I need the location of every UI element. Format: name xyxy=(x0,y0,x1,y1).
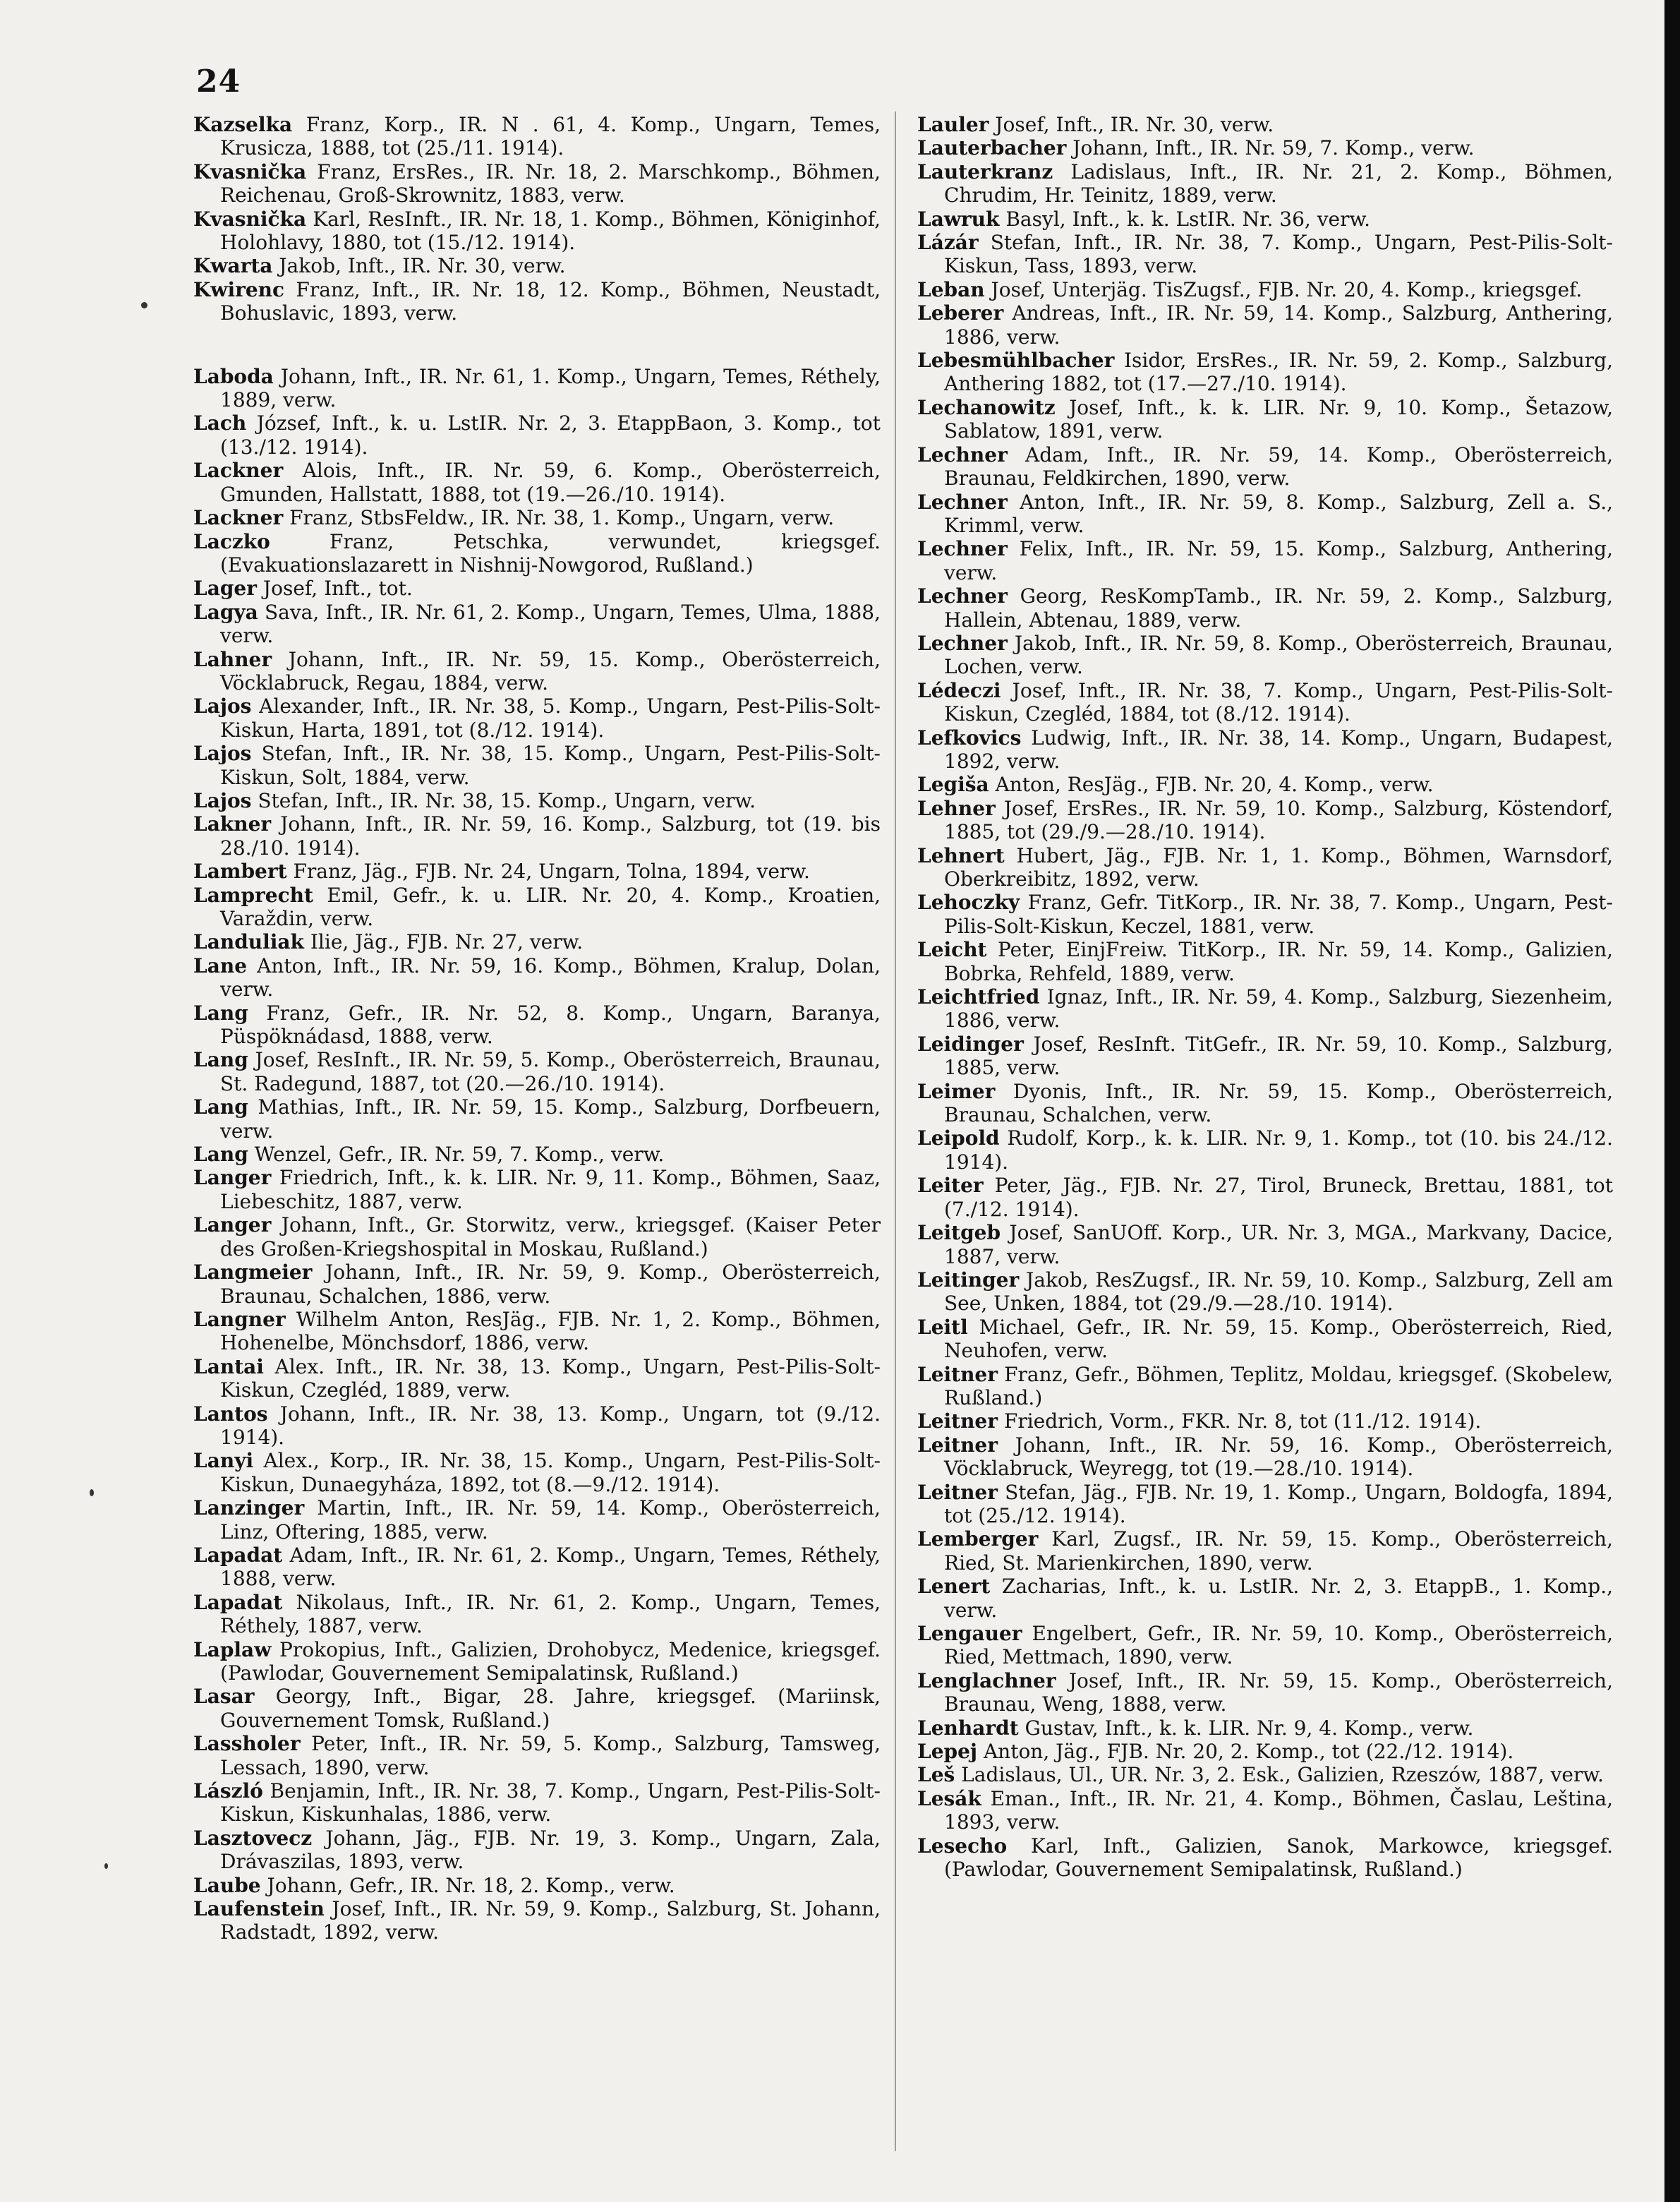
entry-details: József, Inft., k. u. LstIR. Nr. 2, 3. EtappBaon, 3. Komp., tot (13./12. 1914). xyxy=(220,411,881,459)
register-entry xyxy=(193,1001,881,1049)
entry-details: Friedrich, Inft., k. k. LIR. Nr. 9, 11. Komp., Böhmen, Saaz, Liebeschitz, 1887, verw. xyxy=(220,1166,881,1213)
entry-surname: Lédeczi xyxy=(917,678,1001,702)
entry-surname: Lesecho xyxy=(917,1834,1008,1858)
entry-surname: Leberer xyxy=(917,301,1004,325)
register-entry xyxy=(917,1716,1613,1740)
entry-surname: Lahner xyxy=(193,647,272,671)
register-entry xyxy=(917,443,1613,491)
register-entry xyxy=(193,1449,881,1496)
entry-surname: Lambert xyxy=(193,860,287,884)
entry-details: Stefan, Jäg., FJB. Nr. 19, 1. Komp., Ungarn, Boldogfa, 1894, tot (25./12. 1914). xyxy=(944,1480,1613,1527)
entry-surname: Leidinger xyxy=(917,1032,1024,1056)
register-entry xyxy=(917,985,1613,1033)
entry-surname: Lang xyxy=(193,1095,248,1119)
right-column xyxy=(917,113,1613,1881)
entry-details: Georg, ResKompTamb., IR. Nr. 59, 2. Komp., Salzburg, Hallein, Abtenau, 1889, verw. xyxy=(944,584,1613,632)
register-entry xyxy=(193,160,881,207)
entry-details: Peter, EinjFreiw. TitKorp., IR. Nr. 59, 14. Komp., Galizien, Bobrka, Rehfeld, 1889, verw. xyxy=(944,938,1613,985)
entry-details: Rudolf, Korp., k. k. LIR. Nr. 9, 1. Komp., tot (10. bis 24./12. 1914). xyxy=(944,1126,1614,1174)
register-entry xyxy=(193,1166,881,1213)
entry-details: Dyonis, Inft., IR. Nr. 59, 15. Komp., Oberösterreich, Braunau, Schalchen, verw. xyxy=(944,1079,1613,1127)
register-entry xyxy=(193,1261,881,1308)
register-entry xyxy=(917,1575,1613,1622)
register-entry xyxy=(193,530,881,577)
register-entry xyxy=(917,1221,1613,1268)
entry-details: Josef, Inft., IR. Nr. 59, 15. Komp., Oberösterreich, Braunau, Weng, 1888, verw. xyxy=(944,1668,1613,1716)
entry-details: Franz, Inft., IR. Nr. 18, 12. Komp., Böhmen, Neustadt, Bohuslavic, 1893, verw. xyxy=(220,277,881,325)
entry-surname: Laboda xyxy=(193,364,274,388)
entry-details: Franz, Petschka, verwundet, kriegsgef. (Evakuationslazarett in Nishnij-Nowgorod, Rußland.) xyxy=(220,529,881,577)
entry-surname: Lang xyxy=(193,1048,248,1072)
register-entry xyxy=(193,1095,881,1143)
entry-details: Jakob, ResZugsf., IR. Nr. 59, 10. Komp., Salzburg, Zell am See, Unken, 1884, tot (29./9.—28./10. 1914). xyxy=(944,1268,1613,1316)
entry-surname: Landuliak xyxy=(193,930,304,954)
entry-details: Franz, Gefr., IR. Nr. 52, 8. Komp., Ungarn, Baranya, Püspöknádasd, 1888, verw. xyxy=(220,1001,881,1049)
entry-surname: Lebesmühlbacher xyxy=(917,349,1115,373)
entry-details: Alex. Inft., IR. Nr. 38, 13. Komp., Ungarn, Pest-Pilis-Solt-Kiskun, Czegléd, 1889, verw. xyxy=(220,1354,881,1402)
entry-details: Sava, Inft., IR. Nr. 61, 2. Komp., Ungarn, Temes, Ulma, 1888, verw. xyxy=(220,600,881,648)
entry-surname: Leimer xyxy=(917,1079,996,1103)
register-entry xyxy=(193,1213,881,1261)
entry-details: Ilie, Jäg., FJB. Nr. 27, verw. xyxy=(310,930,584,954)
entry-details: Karl, Inft., Galizien, Sanok, Markowce, kriegsgef. (Pawlodar, Gouvernement Semipalatinsk, Rußland.) xyxy=(944,1834,1613,1882)
entry-details: Josef, SanUOff. Korp., UR. Nr. 3, MGA., Markvany, Dacice, 1887, verw. xyxy=(944,1221,1613,1268)
entry-details: Alois, Inft., IR. Nr. 59, 6. Komp., Oberösterreich, Gmunden, Hallstatt, 1888, tot (19.—26./10. 1914). xyxy=(220,459,881,506)
register-entry xyxy=(917,1481,1613,1528)
register-entry xyxy=(193,1496,881,1544)
register-entry xyxy=(917,1740,1613,1763)
entry-surname: Lager xyxy=(193,577,257,601)
entry-details: Anton, Jäg., FJB. Nr. 20, 2. Komp., tot (22./12. 1914). xyxy=(983,1740,1514,1764)
entry-surname: Kazselka xyxy=(193,113,293,136)
register-entry xyxy=(917,891,1613,938)
entry-details: Johann, Inft., IR. Nr. 61, 1. Komp., Ungarn, Temes, Réthely, 1889, verw. xyxy=(220,364,881,412)
register-entry xyxy=(193,601,881,648)
entry-surname: Leitinger xyxy=(917,1268,1020,1292)
register-entry xyxy=(917,1363,1613,1410)
entry-details: Ladislaus, Ul., UR. Nr. 3, 2. Esk., Galizien, Rzeszów, 1887, verw. xyxy=(961,1763,1604,1787)
register-entry xyxy=(193,789,881,812)
entry-details: Stefan, Inft., IR. Nr. 38, 7. Komp., Ungarn, Pest-Pilis-Solt-Kiskun, Tass, 1893, verw. xyxy=(944,231,1613,278)
entry-details: Franz, ErsRes., IR. Nr. 18, 2. Marschkomp., Böhmen, Reichenau, Groß-Skrownitz, 1883, verw. xyxy=(220,160,881,207)
register-entry xyxy=(193,1544,881,1591)
entry-details: Franz, Korp., IR. N . 61, 4. Komp., Ungarn, Temes, Krusicza, 1888, tot (25./11. 1914). xyxy=(220,113,881,160)
register-entry xyxy=(917,1174,1613,1221)
register-entry xyxy=(193,1591,881,1638)
entry-surname: Leban xyxy=(917,277,985,301)
entry-details: Zacharias, Inft., k. u. LstIR. Nr. 2, 3. EtappB., 1. Komp., verw. xyxy=(944,1575,1613,1622)
register-entry xyxy=(917,1126,1613,1174)
entry-details: Hubert, Jäg., FJB. Nr. 1, 1. Komp., Böhmen, Warnsdorf, Oberkreibitz, 1892, verw. xyxy=(944,843,1613,891)
entry-surname: Kvasnička xyxy=(193,207,307,231)
entry-details: Josef, Inft., k. k. LIR. Nr. 9, 10. Komp., Šetazow, Sablatow, 1891, verw. xyxy=(944,395,1613,443)
entry-details: Karl, ResInft., IR. Nr. 18, 1. Komp., Böhmen, Königinhof, Holohlavy, 1880, tot (15./12. 1914). xyxy=(220,207,881,255)
entry-details: Franz, StbsFeldw., IR. Nr. 38, 1. Komp., Ungarn, verw. xyxy=(289,506,835,530)
entry-details: Georgy, Inft., Bigar, 28. Jahre, kriegsgef. (Mariinsk, Gouvernement Tomsk, Rußland.) xyxy=(220,1685,881,1732)
register-entry xyxy=(917,584,1613,632)
entry-details: Mathias, Inft., IR. Nr. 59, 15. Komp., Salzburg, Dorfbeuern, verw. xyxy=(220,1095,881,1143)
entry-details: Josef, ResInft., IR. Nr. 59, 5. Komp., Oberösterreich, Braunau, St. Radegund, 1887, tot (20.—26./10. 1914). xyxy=(220,1048,881,1095)
register-entry xyxy=(193,860,881,883)
entry-details: Johann, Inft., IR. Nr. 59, 16. Komp., Salzburg, tot (19. bis 28./10. 1914). xyxy=(220,812,881,860)
entry-surname: Leitner xyxy=(917,1362,998,1386)
register-entry xyxy=(917,1268,1613,1316)
register-entry xyxy=(193,1827,881,1874)
entry-surname: Kvasnička xyxy=(193,160,307,184)
entry-surname: Lantos xyxy=(193,1402,268,1426)
entry-details: Andreas, Inft., IR. Nr. 59, 14. Komp., Salzburg, Anthering, 1886, verw. xyxy=(944,301,1613,349)
entry-surname: Leipold xyxy=(917,1126,1000,1150)
entry-surname: Lackner xyxy=(193,506,284,530)
entry-details: Franz, Jäg., FJB. Nr. 24, Ungarn, Tolna, 1894, verw. xyxy=(293,860,810,884)
entry-surname: Lechner xyxy=(917,443,1008,467)
entry-details: Prokopius, Inft., Galizien, Drohobycz, Medenice, kriegsgef. (Pawlodar, Gouvernement Semipalatinsk, Rußland.) xyxy=(220,1637,881,1685)
entry-surname: Lang xyxy=(193,1001,248,1025)
entry-surname: Lázár xyxy=(917,231,979,255)
entry-details: Franz, Gefr. TitKorp., IR. Nr. 38, 7. Komp., Ungarn, Pest-Pilis-Solt-Kiskun, Keczel, 1881, verw. xyxy=(944,891,1614,938)
entry-surname: Langer xyxy=(193,1213,272,1237)
register-entry xyxy=(917,1763,1613,1786)
entry-surname: Langmeier xyxy=(193,1261,313,1284)
entry-surname: Lane xyxy=(193,953,248,977)
entry-surname: Leicht xyxy=(917,938,987,962)
entry-surname: Lasar xyxy=(193,1685,255,1709)
register-entry xyxy=(917,396,1613,443)
entry-details: Johann, Inft., IR. Nr. 59, 9. Komp., Oberösterreich, Braunau, Schalchen, 1886, verw. xyxy=(220,1261,881,1308)
entry-surname: Lapadat xyxy=(193,1590,283,1614)
entry-details: Karl, Zugsf., IR. Nr. 59, 15. Komp., Oberösterreich, Ried, St. Marienkirchen, 1890, verw. xyxy=(944,1527,1613,1575)
page-number: 24 xyxy=(196,64,241,100)
entry-surname: Lesák xyxy=(917,1786,981,1810)
register-entry xyxy=(917,679,1613,726)
register-entry xyxy=(193,884,881,931)
scan-speck xyxy=(104,1863,108,1869)
left-column xyxy=(193,113,881,1944)
entry-surname: Leitner xyxy=(917,1409,998,1433)
entry-surname: Lenglachner xyxy=(917,1668,1056,1692)
entry-details: Martin, Inft., IR. Nr. 59, 14. Komp., Oberösterreich, Linz, Oftering, 1885, verw. xyxy=(220,1496,881,1544)
entry-surname: Leiter xyxy=(917,1174,984,1198)
register-entry xyxy=(193,1308,881,1355)
entry-surname: Lechner xyxy=(917,584,1008,608)
register-entry xyxy=(193,254,881,277)
entry-details: Isidor, ErsRes., IR. Nr. 59, 2. Komp., Salzburg, Anthering 1882, tot (17.—27./10. 1914). xyxy=(944,349,1613,396)
register-entry xyxy=(193,1874,881,1897)
entry-surname: Leitgeb xyxy=(917,1221,1001,1245)
entry-details: Josef, Inft., IR. Nr. 38, 7. Komp., Ungarn, Pest-Pilis-Solt-Kiskun, Czegléd, 1884, tot (8./12. 1914). xyxy=(944,678,1613,726)
entry-surname: Lehnert xyxy=(917,843,1005,867)
register-entry xyxy=(193,1685,881,1732)
register-entry xyxy=(917,1527,1613,1575)
entry-surname: Lechner xyxy=(917,537,1008,561)
register-entry xyxy=(193,459,881,506)
entry-surname: Lantai xyxy=(193,1354,264,1378)
scan-speck xyxy=(141,302,147,308)
register-entry xyxy=(917,938,1613,985)
entry-details: Anton, ResJäg., FJB. Nr. 20, 4. Komp., verw. xyxy=(995,773,1434,797)
register-entry xyxy=(917,301,1613,349)
entry-details: Johann, Inft., IR. Nr. 59, 16. Komp., Oberösterreich, Vöcklabruck, Weyregg, tot (19.—28./10. 1914). xyxy=(944,1433,1613,1481)
register-entry xyxy=(193,954,881,1001)
entry-surname: Lauler xyxy=(917,113,989,136)
register-entry xyxy=(917,278,1613,301)
register-entry xyxy=(193,1779,881,1827)
entry-surname: Lagya xyxy=(193,600,258,624)
entry-details: Friedrich, Vorm., FKR. Nr. 8, tot (11./12. 1914). xyxy=(1003,1409,1482,1433)
entry-surname: Leitl xyxy=(917,1315,968,1339)
register-entry xyxy=(193,1355,881,1402)
entry-details: Johann, Inft., IR. Nr. 59, 7. Komp., verw. xyxy=(1072,136,1475,160)
register-entry xyxy=(917,1409,1613,1433)
entry-details: Josef, Inft., IR. Nr. 30, verw. xyxy=(995,113,1274,136)
entry-details: Johann, Jäg., FJB. Nr. 19, 3. Komp., Ungarn, Zala, Drávaszilas, 1893, verw. xyxy=(220,1826,881,1874)
entry-details: Josef, ResInft. TitGefr., IR. Nr. 59, 10. Komp., Salzburg, 1885, verw. xyxy=(944,1032,1613,1080)
register-entry xyxy=(917,113,1613,136)
entry-details: Jakob, Inft., IR. Nr. 59, 8. Komp., Oberösterreich, Braunau, Lochen, verw. xyxy=(944,631,1613,679)
entry-surname: Laube xyxy=(193,1873,261,1897)
entry-surname: Lepej xyxy=(917,1740,978,1764)
entry-details: Adam, Inft., IR. Nr. 59, 14. Komp., Oberösterreich, Braunau, Feldkirchen, 1890, verw. xyxy=(944,443,1613,491)
entry-surname: Leichtfried xyxy=(917,985,1040,1009)
register-entry xyxy=(193,1402,881,1450)
entry-details: Johann, Inft., IR. Nr. 59, 15. Komp., Oberösterreich, Vöcklabruck, Regau, 1884, verw. xyxy=(220,647,881,694)
entry-surname: Langner xyxy=(193,1307,286,1331)
entry-details: Basyl, Inft., k. k. LstIR. Nr. 36, verw. xyxy=(1005,207,1371,231)
entry-details: Johann, Inft., IR. Nr. 38, 13. Komp., Ungarn, tot (9./12. 1914). xyxy=(220,1402,881,1449)
entry-surname: Lawruk xyxy=(917,207,1000,231)
entry-surname: Lenhardt xyxy=(917,1716,1019,1740)
entry-details: Benjamin, Inft., IR. Nr. 38, 7. Komp., Ungarn, Pest-Pilis-Solt-Kiskun, Kiskunhalas, 1886, verw. xyxy=(220,1779,881,1827)
register-entry xyxy=(917,632,1613,679)
entry-details: Josef, Inft., IR. Nr. 59, 9. Komp., Salzburg, St. Johann, Radstadt, 1892, verw. xyxy=(220,1897,881,1944)
scan-border xyxy=(1664,0,1680,2202)
entry-surname: Lehner xyxy=(917,796,996,820)
register-entry xyxy=(193,1897,881,1944)
register-entry xyxy=(917,726,1613,774)
register-entry xyxy=(917,136,1613,160)
entry-surname: Lenert xyxy=(917,1575,991,1599)
register-entry xyxy=(917,160,1613,207)
register-entry xyxy=(917,844,1613,891)
register-entry xyxy=(917,773,1613,796)
entry-details: Johann, Inft., Gr. Storwitz, verw., kriegsgef. (Kaiser Peter des Großen-Kriegshospital in Moskau, Rußland.) xyxy=(220,1213,881,1261)
register-entry xyxy=(917,1433,1613,1481)
entry-surname: Lamprecht xyxy=(193,883,313,907)
register-entry xyxy=(917,1033,1613,1080)
entry-details: Johann, Gefr., IR. Nr. 18, 2. Komp., verw. xyxy=(267,1873,675,1897)
entry-surname: Laplaw xyxy=(193,1637,272,1661)
entry-details: Peter, Jäg., FJB. Nr. 27, Tirol, Bruneck, Brettau, 1881, tot (7./12. 1914). xyxy=(944,1174,1614,1221)
register-entry xyxy=(193,411,881,459)
entry-details: Gustav, Inft., k. k. LIR. Nr. 9, 4. Komp., verw. xyxy=(1025,1716,1474,1740)
entry-details: Michael, Gefr., IR. Nr. 59, 15. Komp., Oberösterreich, Ried, Neuhofen, verw. xyxy=(944,1315,1614,1363)
entry-surname: Lajos xyxy=(193,788,252,812)
entry-details: Engelbert, Gefr., IR. Nr. 59, 10. Komp., Oberösterreich, Ried, Mettmach, 1890, verw. xyxy=(944,1622,1613,1669)
register-entry xyxy=(917,491,1613,538)
register-entry xyxy=(193,365,881,412)
entry-details: Anton, Inft., IR. Nr. 59, 8. Komp., Salzburg, Zell a. S., Krimml, verw. xyxy=(944,490,1613,537)
entry-surname: Leitner xyxy=(917,1433,998,1457)
entry-details: Emil, Gefr., k. u. LIR. Nr. 20, 4. Komp., Kroatien, Varaždin, verw. xyxy=(220,883,881,930)
register-entry xyxy=(193,1143,881,1166)
entry-surname: Lasztovecz xyxy=(193,1826,313,1850)
entry-details: Adam, Inft., IR. Nr. 61, 2. Komp., Ungarn, Temes, Réthely, 1888, verw. xyxy=(220,1543,881,1591)
register-entry xyxy=(193,577,881,600)
entry-details: Alex., Korp., IR. Nr. 38, 15. Komp., Ungarn, Pest-Pilis-Solt-Kiskun, Dunaegyháza, 1892, tot (8.—9./12. 1914). xyxy=(220,1449,881,1496)
register-entry xyxy=(193,1732,881,1779)
entry-surname: Lemberger xyxy=(917,1527,1039,1551)
entry-details: Stefan, Inft., IR. Nr. 38, 15. Komp., Ungarn, Pest-Pilis-Solt-Kiskun, Solt, 1884, verw. xyxy=(220,742,881,789)
entry-details: Anton, Inft., IR. Nr. 59, 16. Komp., Böhmen, Kralup, Dolan, verw. xyxy=(220,953,881,1001)
entry-details: Stefan, Inft., IR. Nr. 38, 15. Komp., Ungarn, verw. xyxy=(258,788,756,812)
entry-surname: Lechner xyxy=(917,490,1008,514)
register-entry xyxy=(917,1316,1613,1363)
register-entry xyxy=(917,1622,1613,1669)
scan-speck xyxy=(90,1489,94,1496)
entry-surname: Kwirenc xyxy=(193,277,285,301)
entry-surname: Lang xyxy=(193,1143,248,1167)
entry-details: Josef, Unterjäg. TisZugsf., FJB. Nr. 20, 4. Komp., kriegsgef. xyxy=(991,277,1583,301)
entry-details: Ludwig, Inft., IR. Nr. 38, 14. Komp., Ungarn, Budapest, 1892, verw. xyxy=(944,726,1613,773)
register-entry xyxy=(193,694,881,742)
entry-surname: Lackner xyxy=(193,459,284,483)
entry-surname: Lengauer xyxy=(917,1622,1022,1645)
entry-surname: Lehoczky xyxy=(917,891,1020,915)
entry-surname: Lanzinger xyxy=(193,1496,305,1520)
register-entry xyxy=(917,1787,1613,1834)
entry-details: Felix, Inft., IR. Nr. 59, 15. Komp., Salzburg, Anthering, verw. xyxy=(944,537,1613,584)
register-entry xyxy=(193,506,881,529)
register-entry xyxy=(917,349,1613,396)
register-entry xyxy=(917,207,1613,231)
entry-details: Franz, Gefr., Böhmen, Teplitz, Moldau, kriegsgef. (Skobelew, Rußland.) xyxy=(944,1362,1613,1409)
entry-details: Alexander, Inft., IR. Nr. 38, 5. Komp., Ungarn, Pest-Pilis-Solt-Kiskun, Harta, 1891, tot (8./12. 1914). xyxy=(220,694,881,742)
entry-details: Ignaz, Inft., IR. Nr. 59, 4. Komp., Salzburg, Siezenheim, 1886, verw. xyxy=(944,985,1613,1033)
entry-surname: Langer xyxy=(193,1166,272,1190)
register-entry xyxy=(193,207,881,255)
register-entry xyxy=(193,930,881,953)
entry-surname: Lapadat xyxy=(193,1543,283,1567)
entry-details: Nikolaus, Inft., IR. Nr. 61, 2. Komp., Ungarn, Temes, Réthely, 1887, verw. xyxy=(220,1590,881,1638)
register-entry xyxy=(193,648,881,695)
entry-surname: Lanyi xyxy=(193,1449,254,1473)
entry-details: Josef, Inft., tot. xyxy=(262,577,413,601)
entry-surname: Lajos xyxy=(193,742,252,766)
register-entry xyxy=(193,113,881,160)
entry-details: Eman., Inft., IR. Nr. 21, 4. Komp., Böhmen, Časlau, Leština, 1893, verw. xyxy=(944,1786,1613,1834)
entry-details: Peter, Inft., IR. Nr. 59, 5. Komp., Salzburg, Tamsweg, Lessach, 1890, verw. xyxy=(220,1732,881,1779)
register-entry xyxy=(193,1048,881,1095)
entry-details: Ladislaus, Inft., IR. Nr. 21, 2. Komp., Böhmen, Chrudim, Hr. Teinitz, 1889, verw. xyxy=(944,160,1613,207)
entry-surname: Lassholer xyxy=(193,1732,301,1756)
entry-surname: Lechanowitz xyxy=(917,395,1056,419)
entry-surname: Laufenstein xyxy=(193,1897,325,1921)
register-entry xyxy=(193,742,881,789)
entry-details: Jakob, Inft., IR. Nr. 30, verw. xyxy=(279,254,566,278)
entry-surname: Lakner xyxy=(193,812,272,836)
register-entry xyxy=(193,812,881,860)
entry-surname: Lauterkranz xyxy=(917,160,1053,184)
register-entry xyxy=(917,797,1613,844)
register-entry xyxy=(917,1080,1613,1127)
register-entry xyxy=(917,1669,1613,1716)
register-entry xyxy=(193,1638,881,1685)
entry-surname: Lach xyxy=(193,411,247,435)
entry-surname: Legiša xyxy=(917,773,989,797)
register-entry xyxy=(917,231,1613,278)
entry-surname: Lajos xyxy=(193,694,252,718)
entry-surname: Lauterbacher xyxy=(917,136,1067,160)
entry-surname: Kwarta xyxy=(193,254,273,278)
column-divider xyxy=(895,112,896,2151)
entry-surname: Lefkovics xyxy=(917,726,1022,750)
entry-surname: Lechner xyxy=(917,631,1008,655)
entry-details: Josef, ErsRes., IR. Nr. 59, 10. Komp., Salzburg, Köstendorf, 1885, tot (29./9.—28./10. 1914). xyxy=(944,796,1613,844)
entry-surname: Leš xyxy=(917,1763,955,1787)
entry-surname: Leitner xyxy=(917,1480,998,1504)
register-entry xyxy=(917,1834,1613,1882)
register-entry xyxy=(193,278,881,325)
entry-surname: László xyxy=(193,1779,263,1803)
entry-details: Wilhelm Anton, ResJäg., FJB. Nr. 1, 2. Komp., Böhmen, Hohenelbe, Mönchsdorf, 1886, verw. xyxy=(220,1307,881,1355)
entry-surname: Laczko xyxy=(193,529,270,553)
entry-details: Wenzel, Gefr., IR. Nr. 59, 7. Komp., verw. xyxy=(254,1143,665,1167)
register-entry xyxy=(917,537,1613,584)
